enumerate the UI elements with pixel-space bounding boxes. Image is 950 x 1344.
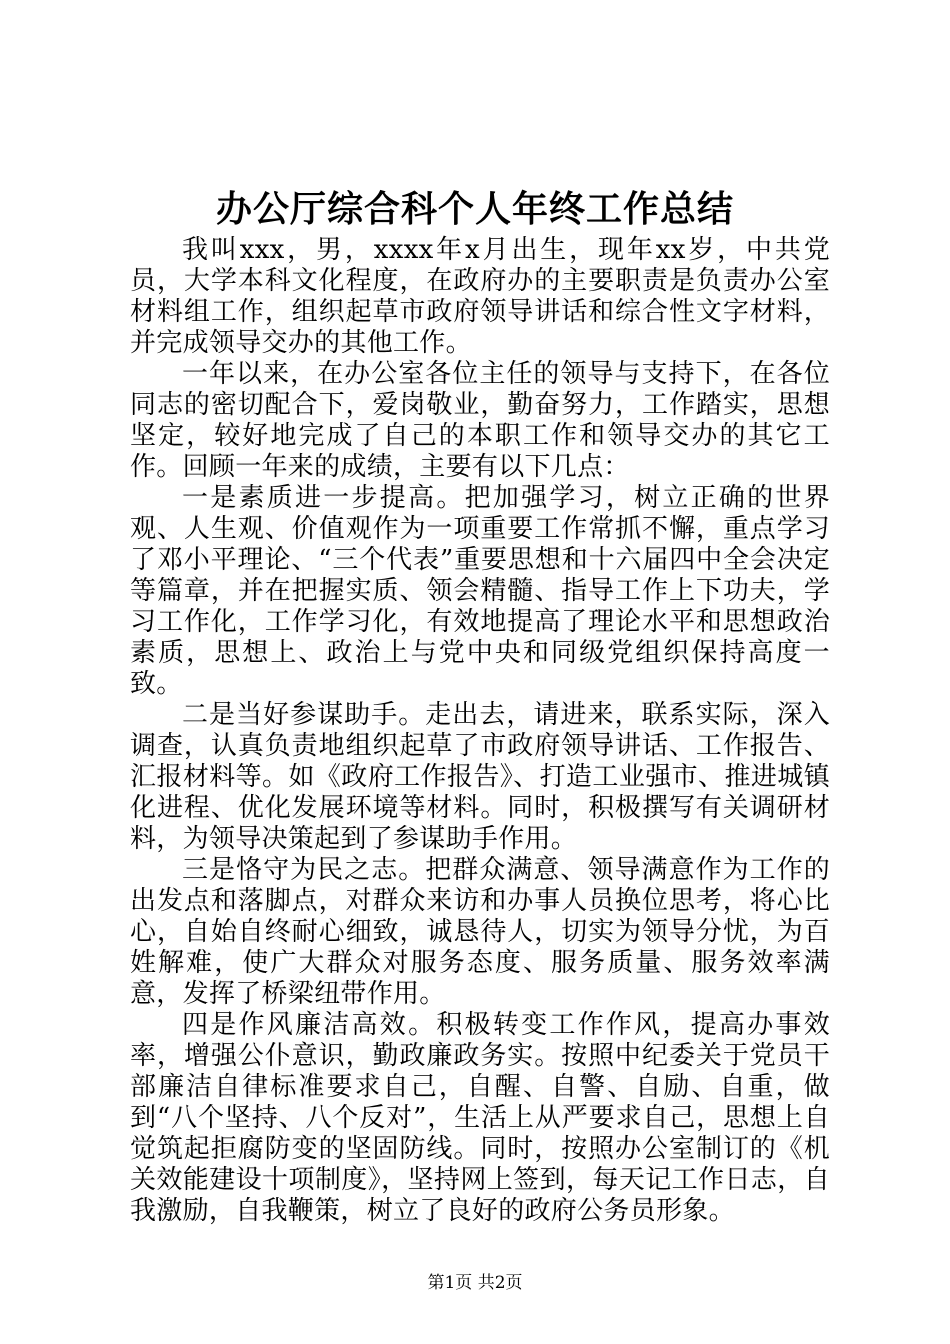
paragraph-point-three: 三是恪守为民之志。把群众满意、领导满意作为工作的出发点和落脚点，对群众来访和办事人员换位思考，将心比心，自始自终耐心细致，诚恳待人，切实为领导分忧，为百姓解难，使广大群众对服务态度、服务质量、服务效率满意，发挥了桥梁纽带作用。 <box>130 855 830 1009</box>
paragraph-point-two: 二是当好参谋助手。走出去，请进来，联系实际，深入调查，认真负责地组织起草了市政府领导讲话、工作报告、汇报材料等。如《政府工作报告》、打造工业强市、推进城镇化进程、优化发展环境等材料。同时，积极撰写有关调研材料，为领导决策起到了参谋助手作用。 <box>130 700 830 854</box>
page-number-footer: 第1页 共2页 <box>427 1273 523 1293</box>
paragraph-point-four: 四是作风廉洁高效。积极转变工作作风，提高办事效率，增强公仆意识，勤政廉政务实。按照中纪委关于党员干部廉洁自律标准要求自己，自醒、自警、自励、自重，做到“八个坚持、八个反对”，生活上从严要求自己，思想上自觉筑起拒腐防变的坚固防线。同时，按照办公室制订的《机关效能建设十项制度》，坚持网上签到，每天记工作日志，自我激励，自我鞭策，树立了良好的政府公务员形象。 <box>130 1010 830 1226</box>
paragraph-overview: 一年以来，在办公室各位主任的领导与支持下，在各位同志的密切配合下，爱岗敬业，勤奋努力，工作踏实，思想坚定，较好地完成了自己的本职工作和领导交办的其它工作。回顾一年来的成绩，主要有以下几点： <box>130 359 830 482</box>
document-body <box>130 235 830 1227</box>
paragraph-point-one: 一是素质进一步提高。把加强学习，树立正确的世界观、人生观、价值观作为一项重要工作常抓不懈，重点学习了邓小平理论、“三个代表”重要思想和十六届四中全会决定等篇章，并在把握实质、领会精髓、指导工作上下功夫，学习工作化，工作学习化，有效地提高了理论水平和思想政治素质，思想上、政治上与党中央和同级党组织保持高度一致。 <box>130 483 830 699</box>
document-title: 办公厅综合科个人年终工作总结 <box>215 188 734 230</box>
paragraph-intro: 我叫xxx，男，xxxx年x月出生，现年xx岁，中共党员，大学本科文化程度，在政府办的主要职责是负责办公室材料组工作，组织起草市政府领导讲话和综合性文字材料，并完成领导交办的其他工作。 <box>130 235 830 358</box>
